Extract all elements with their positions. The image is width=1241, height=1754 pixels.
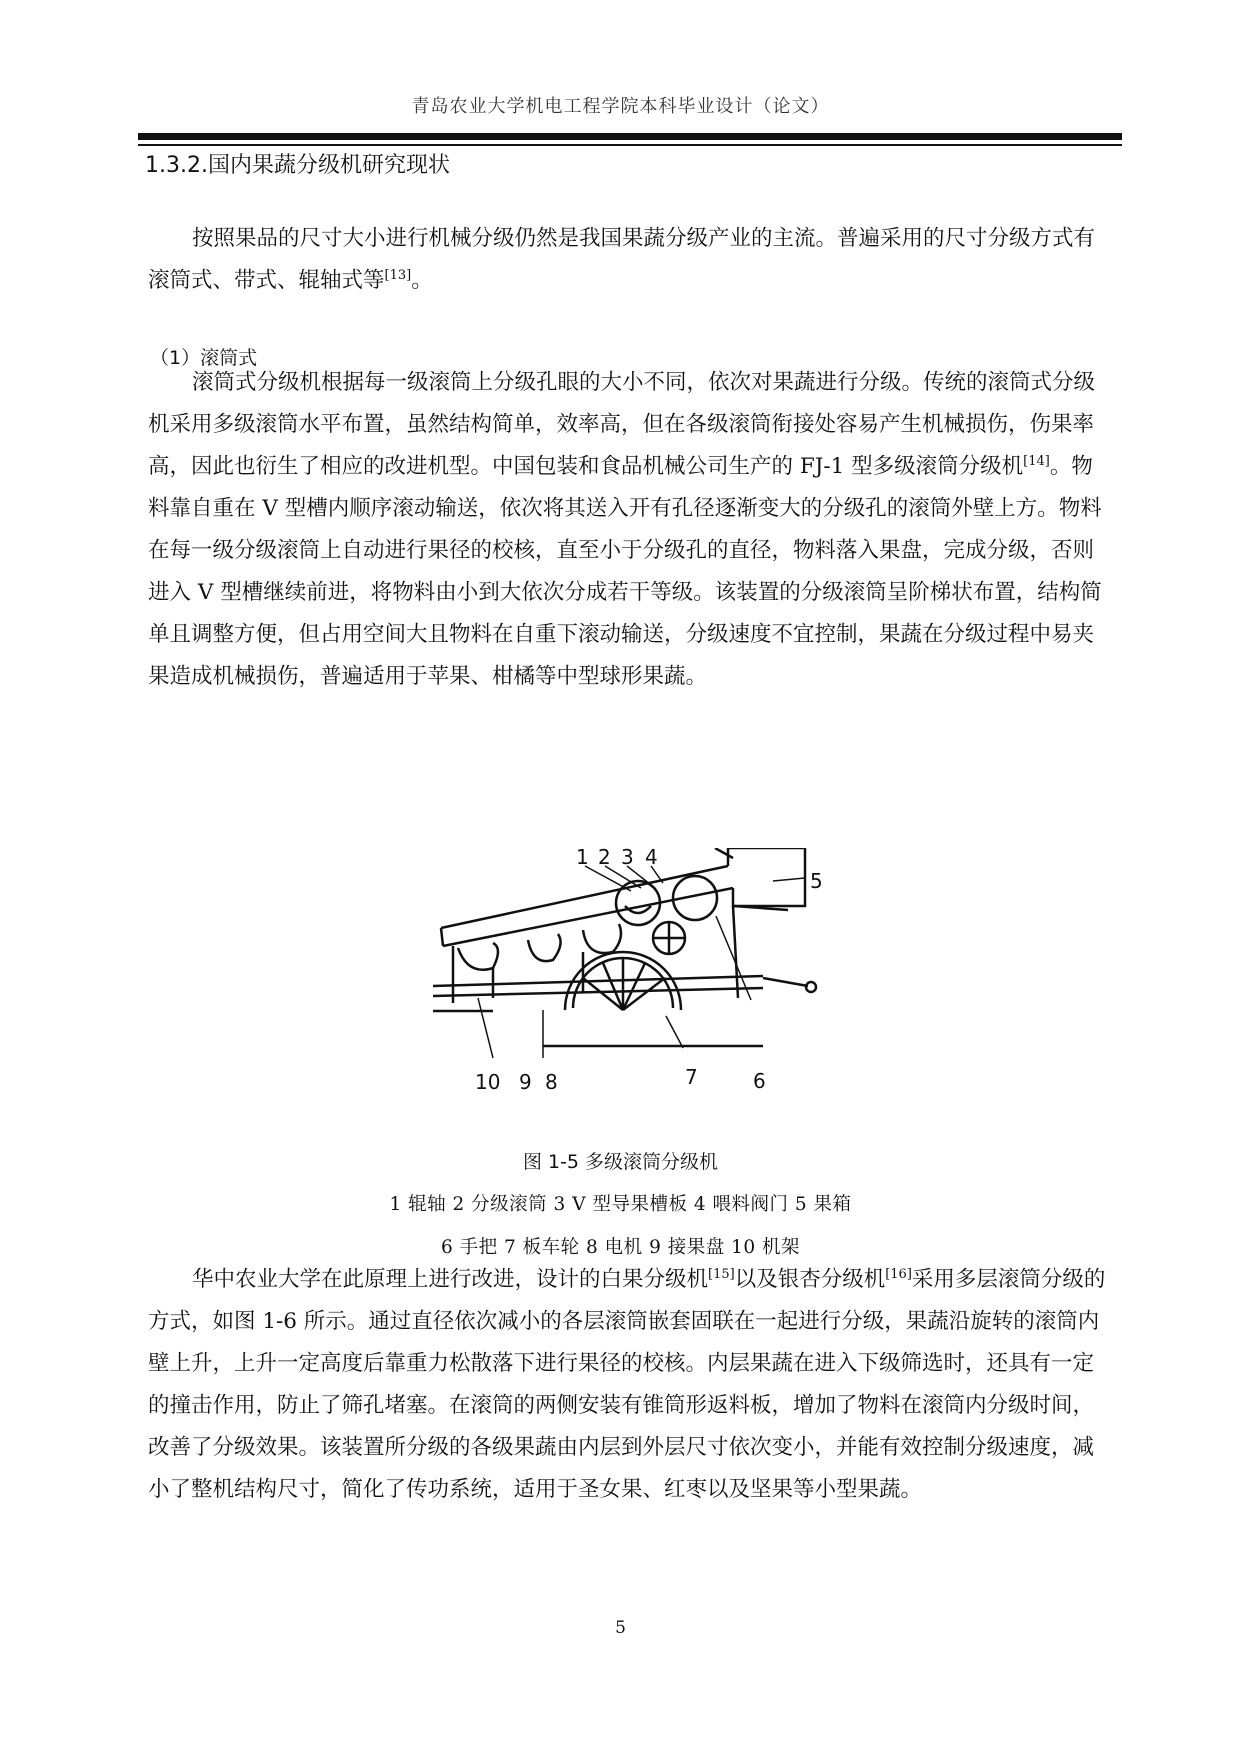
citation-16: [16] [885,1266,912,1282]
multilayer-text-b: 以及银杏分级机 [734,1267,886,1292]
leader-7 [666,1016,683,1048]
label-10: 10 [475,1070,501,1094]
header-rule-thin [138,144,1122,146]
multistage-drum-grader-figure [433,848,873,1110]
subsection-heading: （1）滚筒式 [150,347,258,369]
multilayer-text-a: 华中农业大学在此原理上进行改进，设计的白果分级机 [192,1267,709,1292]
label-6: 6 [753,1069,766,1093]
section-heading: 1.3.2.国内果蔬分级机研究现状 [145,153,450,178]
citation-13: [13] [384,267,412,283]
leader-2 [605,866,641,888]
figure-legend-line-2: 6 手把 7 板车轮 8 电机 9 接果盘 10 机架 [440,1237,801,1258]
intro-end: 。 [411,268,433,293]
label-7: 7 [685,1065,698,1089]
machine-drawing [433,848,873,1110]
tray-1 [458,943,498,970]
citation-14: [14] [1023,453,1050,469]
leader-5 [773,878,805,881]
figure-caption: 图 1-5 多级滚筒分级机 [522,1151,719,1173]
label-3: 3 [621,848,634,869]
label-9: 9 [519,1070,532,1094]
drum-text-a: 滚筒式分级机根据每一级滚筒上分级孔眼的大小不同，依次对果蔬进行分级。传统的滚筒式分级机采用多级滚筒水平布置，虽然结构简单，效率高，但在各级滚筒衔接处容易产生机械损伤，伤果率高，因此也衍生了相应的改进机型。中国包装和食品机械公司生产的 FJ-1 型多级滚筒分级机 [148,370,1096,479]
citation-15: [15] [708,1266,735,1282]
handle [763,978,808,986]
trough-end [441,928,443,946]
intro-paragraph [148,218,1113,302]
fruit-box [728,848,805,906]
figure-legend-line-1: 1 辊轴 2 分级滚筒 3 V 型导果槽板 4 喂料阀门 5 果箱 [389,1194,852,1215]
multilayer-drum-paragraph [148,1259,1113,1511]
rear-leg [733,906,738,998]
label-4: 4 [645,848,658,869]
drum-text-b: 。物料靠自重在 V 型槽内顺序滚动输送，依次将其送入开有孔径逐渐变大的分级孔的滚筒外壁上方。物料在每一级分级滚筒上自动进行果径的校核，直至小于分级孔的直径，物料落入果盘，完成分级，否则进入 V 型槽继续前进，将物料由小到大依次分成若干等级。该装置的分级滚筒呈阶梯状布置，结构简单且调整方便，但占用空间大且物料在自重下滚动输送，分级速度不宜控制，果蔬在分级过程中易夹果造成机械损伤，普遍适用于苹果、柑橘等中型球形果蔬。 [148,454,1102,689]
feed-gate [715,848,733,858]
running-header: 青岛农业大学机电工程学院本科毕业设计（论文） [411,96,830,117]
label-1: 1 [576,848,589,869]
label-8: 8 [545,1070,558,1094]
tray-2 [528,934,561,961]
label-5: 5 [810,869,823,893]
multilayer-text-c: 采用多层滚筒分级的方式，如图 1-6 所示。通过直径依次减小的各层滚筒嵌套固联在一起进行分级，果蔬沿旋转的滚筒内壁上升，上升一定高度后靠重力松散落下进行果径的校核。内层果蔬在进入下级筛选时，还具有一定的撞击作用，防止了筛孔堵塞。在滚筒的两侧安装有锥筒形返料板，增加了物料在滚筒内分级时间，改善了分级效果。该装置所分级的各级果蔬由内层到外层尺寸依次变小，并能有效控制分级速度，减小了整机结构尺寸，简化了传功系统，适用于圣女果、红枣以及坚果等小型果蔬。 [148,1267,1106,1502]
header-rule-thick [138,133,1122,140]
intro-text: 按照果品的尺寸大小进行机械分级仍然是我国果蔬分级产业的主流。普遍采用的尺寸分级方式有滚筒式、带式、辊轴式等 [148,226,1096,293]
leader-10 [478,998,493,1058]
frame-bar [433,976,763,986]
label-2: 2 [598,848,611,869]
drum-paragraph [148,362,1113,698]
tray-3 [583,924,621,953]
page-number: 5 [615,1618,626,1638]
